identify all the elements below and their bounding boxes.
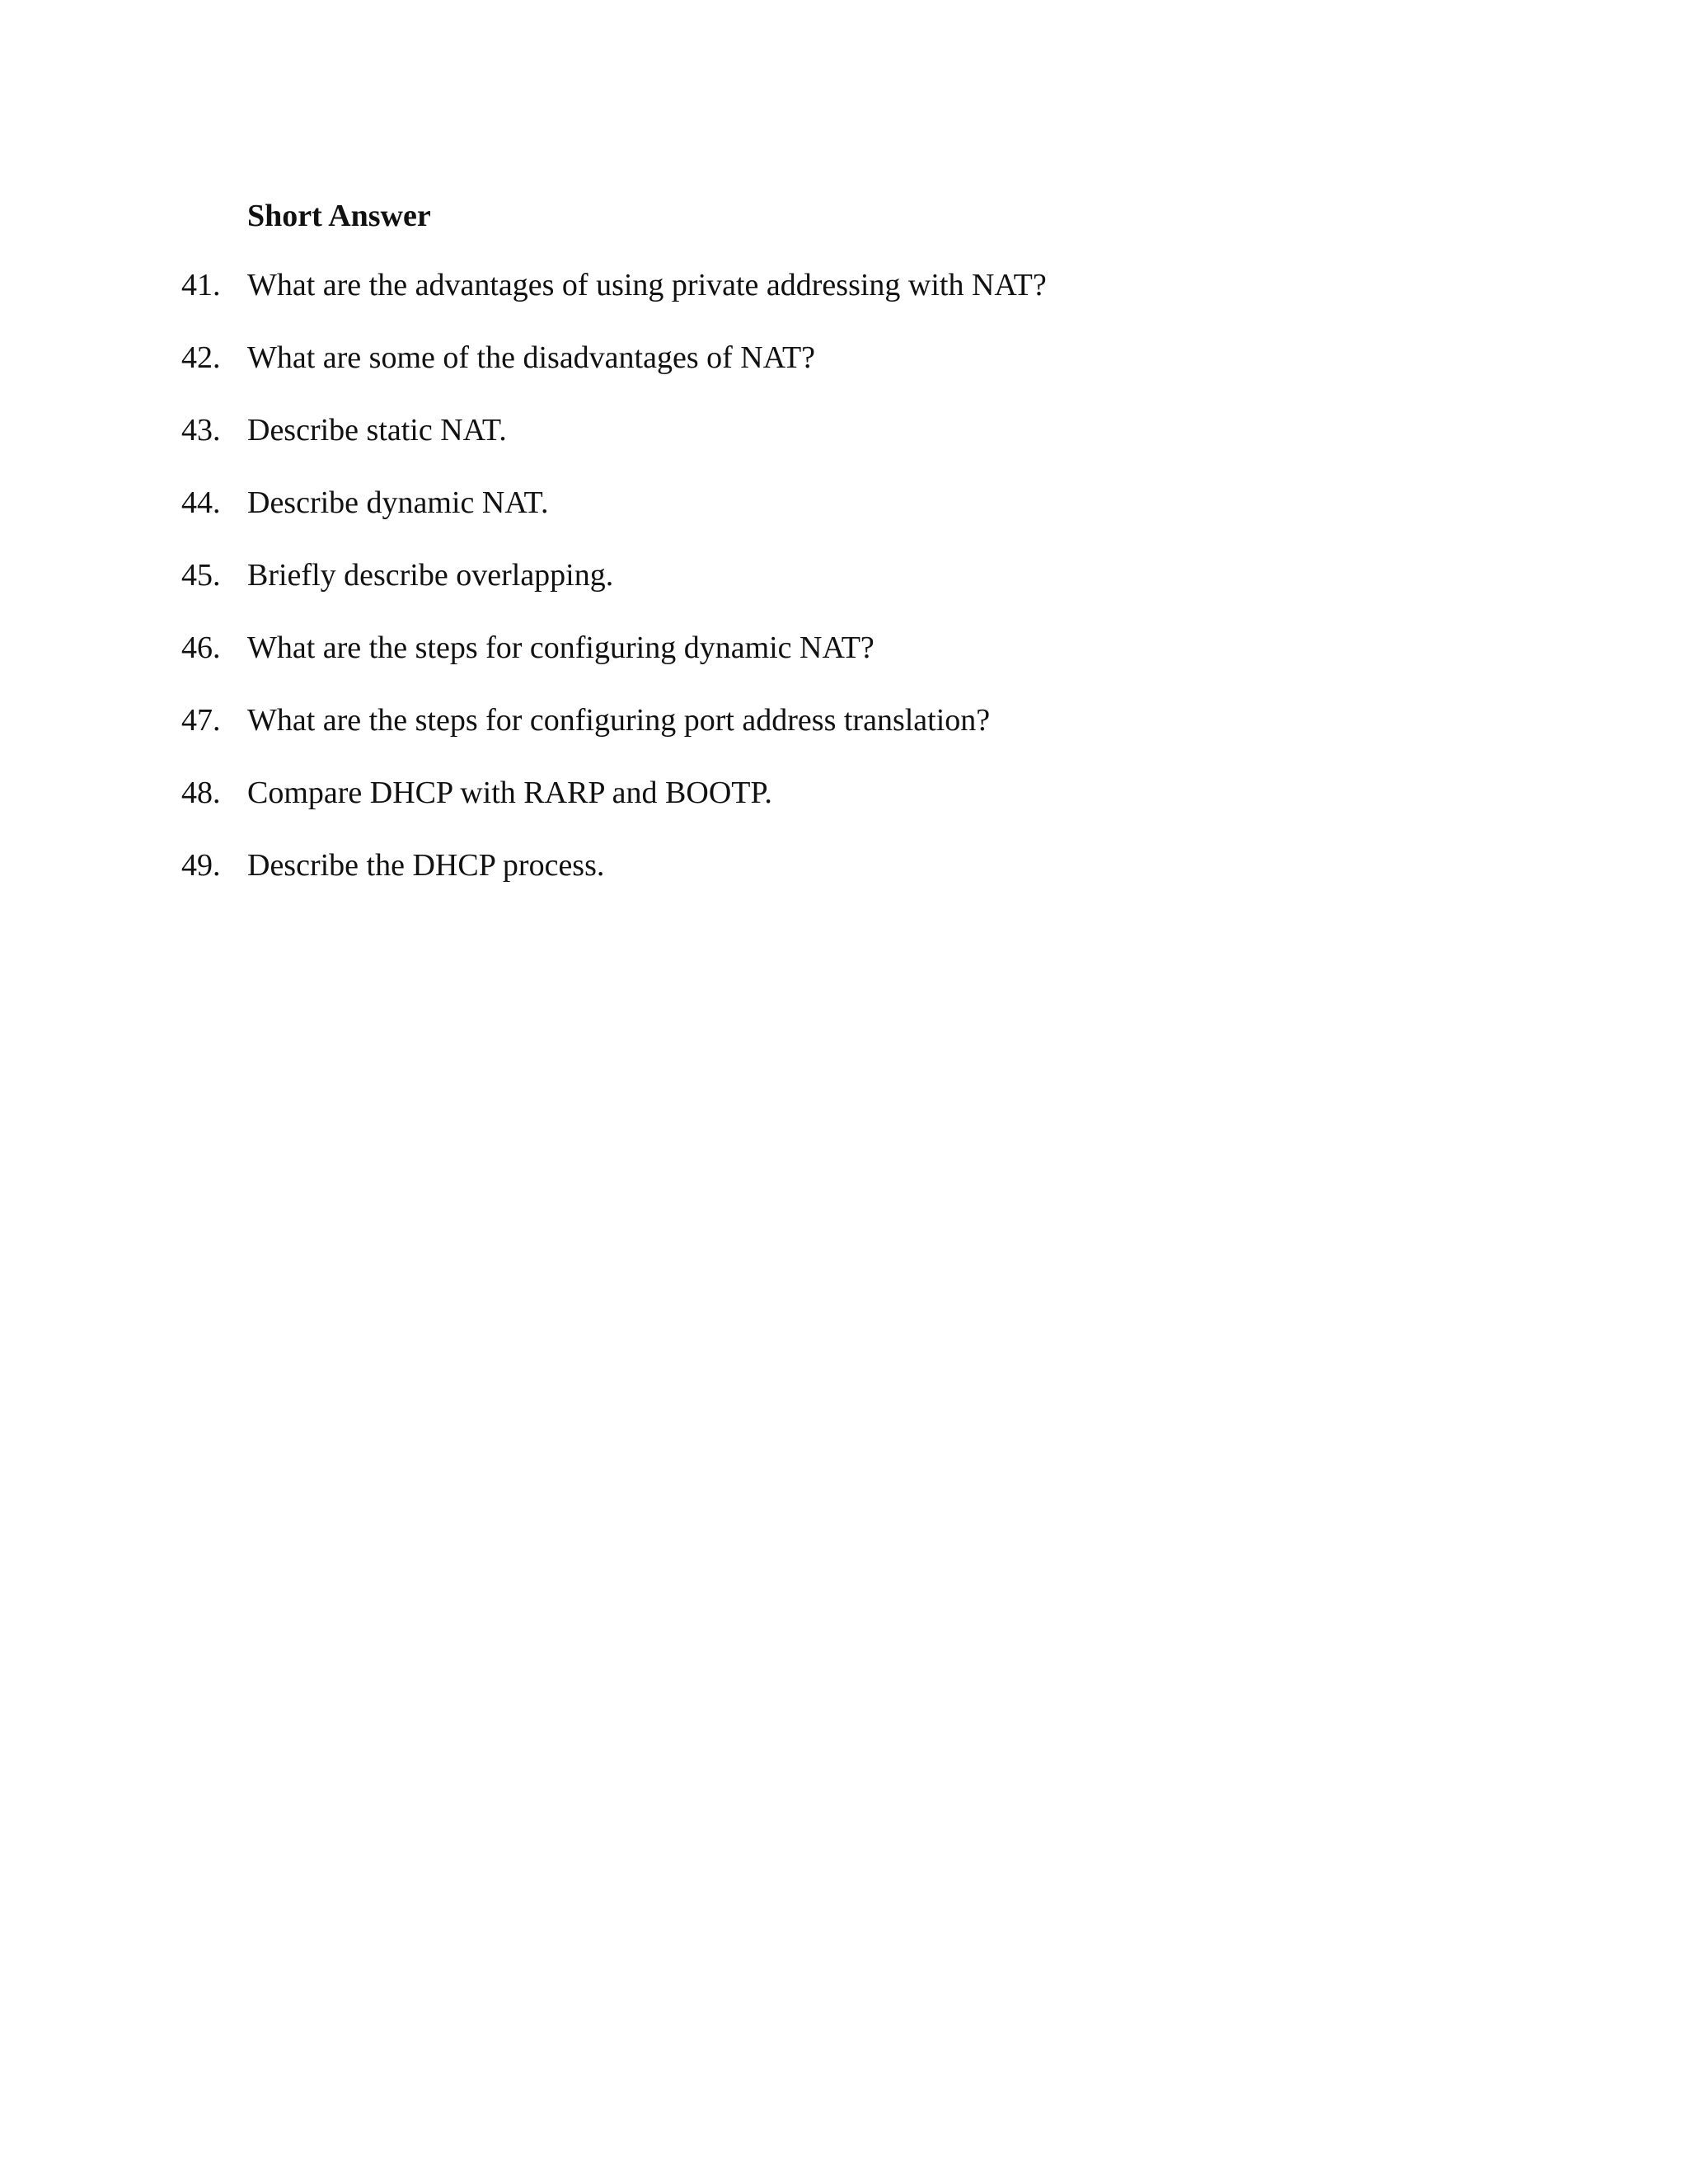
- question-text: Describe the DHCP process.: [247, 848, 605, 883]
- question-number: 48.: [181, 776, 221, 810]
- question-number: 49.: [181, 848, 221, 883]
- question-number: 41.: [181, 268, 221, 302]
- question-number: 47.: [181, 703, 221, 738]
- question-text: Describe static NAT.: [247, 413, 507, 448]
- question-number: 42.: [181, 340, 221, 375]
- question-number: 46.: [181, 630, 221, 665]
- question-text: What are the steps for configuring port address translation?: [247, 703, 991, 738]
- question-number: 44.: [181, 485, 221, 520]
- question-number: 43.: [181, 413, 221, 448]
- question-text: What are the steps for configuring dynamic NAT?: [247, 630, 874, 665]
- question-text: Briefly describe overlapping.: [247, 558, 614, 593]
- question-text: What are some of the disadvantages of NAT?: [247, 340, 816, 375]
- question-text: Describe dynamic NAT.: [247, 485, 549, 520]
- question-text: Compare DHCP with RARP and BOOTP.: [247, 776, 772, 810]
- question-text: What are the advantages of using private addressing with NAT?: [247, 268, 1047, 302]
- section-heading: Short Answer: [247, 199, 431, 233]
- question-number: 45.: [181, 558, 221, 593]
